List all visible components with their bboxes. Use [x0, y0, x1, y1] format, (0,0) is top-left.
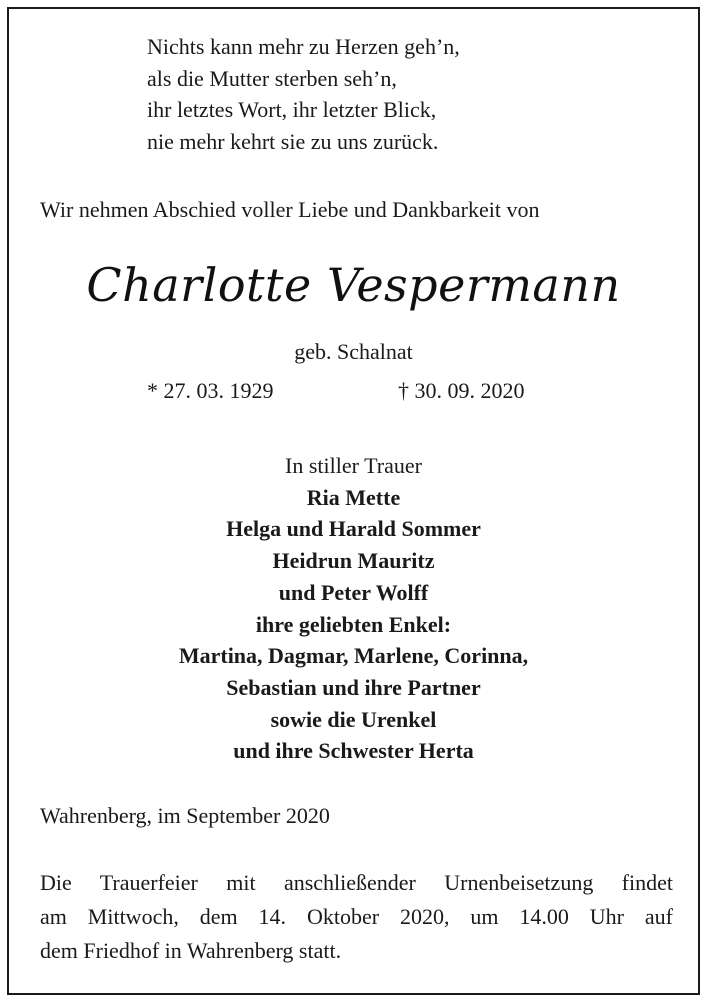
- mourner-line: und ihre Schwester Herta: [233, 738, 474, 764]
- mourners-heading: In stiller Trauer: [285, 453, 422, 478]
- deceased-name: Charlotte Vespermann: [86, 258, 621, 312]
- funeral-line: am Mittwoch, dem 14. Oktober 2020, um 14.00 Uhr auf: [40, 904, 673, 929]
- obituary-notice: [7, 7, 700, 995]
- mourner-line: Martina, Dagmar, Marlene, Corinna,: [178, 643, 529, 669]
- maiden-name: geb. Schalnat: [294, 339, 413, 364]
- mourner-line: und Peter Wolff: [278, 579, 429, 605]
- intro-text: Wir nehmen Abschied voller Liebe und Dankbarkeit von: [40, 197, 540, 222]
- funeral-info: [40, 866, 673, 968]
- funeral-line: Die Trauerfeier mit anschließender Urnenbeisetzung findet: [40, 870, 673, 895]
- birth-date: * 27. 03. 1929: [147, 378, 274, 403]
- poem-line: nie mehr kehrt sie zu uns zurück.: [147, 128, 439, 154]
- poem: [147, 31, 460, 157]
- mourner-line: Sebastian und ihre Partner: [226, 674, 481, 700]
- poem-line: als die Mutter sterben seh’n,: [147, 65, 397, 91]
- mourner-line: Ria Mette: [306, 484, 401, 510]
- mourner-line: sowie die Urenkel: [270, 706, 437, 732]
- mourner-line: Helga und Harald Sommer: [226, 516, 481, 542]
- funeral-line: dem Friedhof in Wahrenberg statt.: [40, 938, 342, 963]
- mourner-line: Heidrun Mauritz: [272, 548, 435, 574]
- poem-line: Nichts kann mehr zu Herzen geh’n,: [147, 34, 460, 59]
- mourner-line: ihre geliebten Enkel:: [255, 611, 452, 637]
- mourners-list: [9, 450, 698, 767]
- poem-line: ihr letztes Wort, ihr letzter Blick,: [147, 97, 437, 122]
- death-date: † 30. 09. 2020: [398, 378, 525, 403]
- place-date: Wahrenberg, im September 2020: [40, 803, 330, 828]
